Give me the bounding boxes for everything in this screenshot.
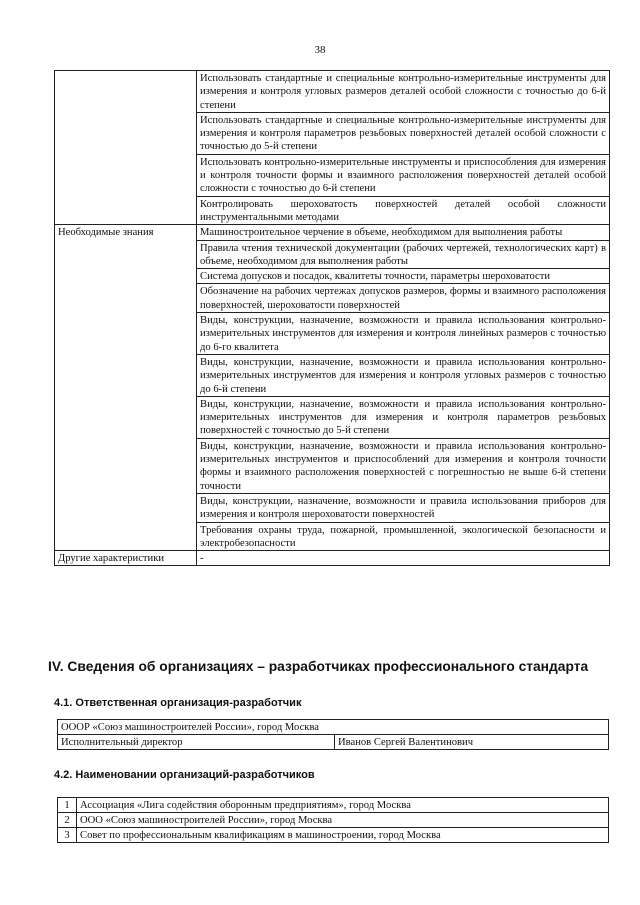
knowledge-cell: Требования охраны труда, пожарной, промышленной, экологической безопасности и электробезопасности [197,522,610,551]
position-cell: Исполнительный директор [58,735,335,750]
row-number: 3 [58,828,77,843]
knowledge-label: Необходимые знания [55,225,197,551]
skill-cell: Контролировать шероховатость поверхностей деталей особой сложности инструментальными методами [197,196,610,225]
other-value: - [197,551,610,566]
table-row [58,828,609,843]
knowledge-cell: Виды, конструкции, назначение, возможности и правила использования приборов для измерения и контроля шероховатости поверхностей [197,493,610,522]
knowledge-cell: Машиностроительное черчение в объеме, необходимом для выполнения работы [197,225,610,240]
row-number: 1 [58,798,77,813]
subsection-title-responsible: 4.1. Ответственная организация-разработчик [54,697,302,709]
table-row [58,798,609,813]
table-row [58,720,609,735]
knowledge-cell: Виды, конструкции, назначение, возможности и правила использования контрольно-измерительных инструментов и приспособлений для измерения и контроля точности формы и взаимного расположения поверхностей с погрешностью не выше 6-й степени точности [197,438,610,493]
developers-table [57,797,609,843]
table-row [55,71,610,113]
table-row [55,225,610,240]
developer-name: Совет по профессиональным квалификациям в машиностроении, город Москва [77,828,609,843]
knowledge-cell: Виды, конструкции, назначение, возможности и правила использования контрольно-измерительных инструментов для измерения и контроля параметров резьбовых поверхностей с точностью до 5-й степени [197,396,610,438]
subsection-title-developers: 4.2. Наименовании организаций-разработчиков [54,769,315,781]
knowledge-cell: Правила чтения технической документации (рабочих чертежей, технологических карт) в объеме, необходимом для выполнения работы [197,240,610,269]
skill-cell: Использовать стандартные и специальные контрольно-измерительные инструменты для измерения и контроля параметров резьбовых поверхностей деталей особой сложности с точностью до 5-й степени [197,112,610,154]
responsible-org-table [57,719,609,750]
person-cell: Иванов Сергей Валентинович [335,735,609,750]
row-number: 2 [58,813,77,828]
page-number: 38 [314,44,326,56]
skill-cell: Использовать контрольно-измерительные инструменты и приспособления для измерения и контроля точности формы и взаимного расположения поверхностей деталей особой сложности с точностью до 6-й степени [197,154,610,196]
org-name: ОООР «Союз машиностроителей России», город Москва [58,720,609,735]
requirements-table [54,70,610,566]
section-title: IV. Сведения об организациях – разработчиках профессионального стандарта [48,659,589,674]
empty-label-cell [55,71,197,225]
skill-cell: Использовать стандартные и специальные контрольно-измерительные инструменты для измерения и контроля угловых размеров деталей особой сложности с точностью до 6-й степени [197,71,610,113]
developer-name: ООО «Союз машиностроителей России», город Москва [77,813,609,828]
table-row [55,551,610,566]
table-row [58,735,609,750]
knowledge-cell: Обозначение на рабочих чертежах допусков размеров, формы и взаимного расположения поверхностей, шероховатости поверхностей [197,284,610,313]
table-row [58,813,609,828]
knowledge-cell: Виды, конструкции, назначение, возможности и правила использования контрольно-измерительных инструментов для измерения и контроля линейных размеров с точностью до 6-го квалитета [197,313,610,355]
other-label: Другие характеристики [55,551,197,566]
knowledge-cell: Система допусков и посадок, квалитеты точности, параметры шероховатости [197,269,610,284]
developer-name: Ассоциация «Лига содействия оборонным предприятиям», город Москва [77,798,609,813]
knowledge-cell: Виды, конструкции, назначение, возможности и правила использования контрольно-измерительных инструментов для измерения и контроля угловых размеров с точностью до 6-й степени [197,354,610,396]
